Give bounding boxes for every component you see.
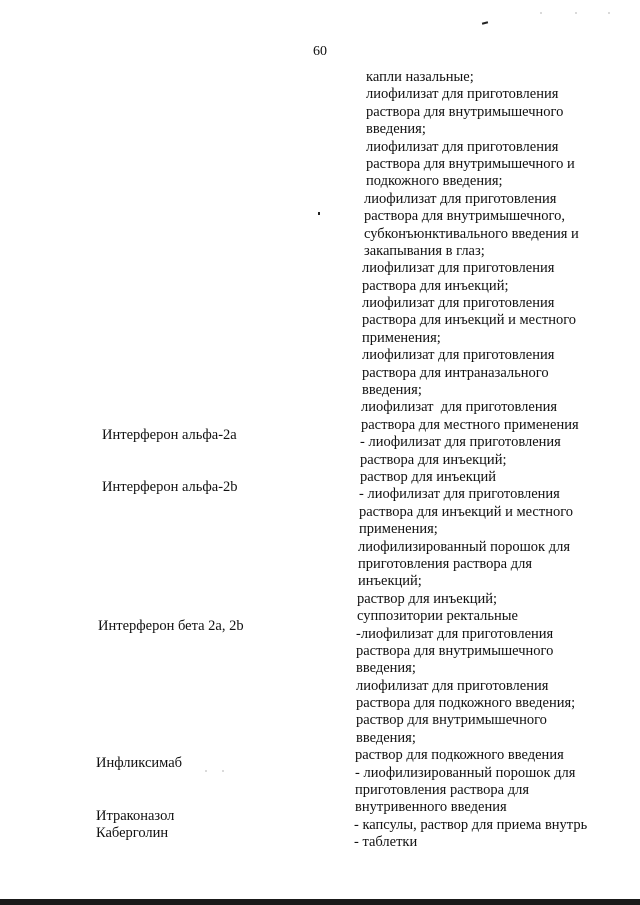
dosage-form-line: лиофилизат для приготовления bbox=[362, 260, 555, 277]
dosage-form-line: раствора для инъекций; bbox=[362, 277, 509, 294]
dosage-form-line: суппозитории ректальные bbox=[357, 608, 518, 625]
scan-speck bbox=[608, 12, 610, 14]
dosage-form-line: раствора для местного применения bbox=[361, 416, 579, 433]
dosage-form-line: раствора для внутримышечного bbox=[366, 103, 564, 120]
drug-name: Интерферон альфа-2b bbox=[102, 479, 238, 495]
page-number: 60 bbox=[313, 44, 327, 59]
dosage-form-line: инъекций; bbox=[358, 573, 422, 590]
dosage-form-line: раствор для внутримышечного bbox=[356, 712, 547, 729]
drug-name: Итраконазол bbox=[96, 808, 175, 824]
drug-name: Инфликсимаб bbox=[96, 755, 183, 771]
dosage-form-line: введения; bbox=[362, 382, 422, 399]
dosage-form-line: введения; bbox=[356, 660, 416, 677]
dosage-form-line: лиофилизат для приготовления bbox=[364, 190, 557, 207]
dosage-form-line: -лиофилизат для приготовления bbox=[356, 625, 554, 642]
dosage-form-line: лиофилизат для приготовления bbox=[362, 295, 555, 312]
dosage-form-line: приготовления раствора для bbox=[355, 782, 529, 799]
dosage-form-line: раствора для внутримышечного, bbox=[364, 208, 565, 225]
dosage-form-line: раствора для внутримышечного и bbox=[366, 155, 575, 172]
dosage-form-line: раствор для инъекций; bbox=[357, 590, 498, 607]
dosage-form-line: приготовления раствора для bbox=[358, 555, 532, 572]
dosage-form-line: внутривенного введения bbox=[355, 799, 507, 816]
dosage-form-line: лиофилизированный порошок для bbox=[358, 538, 570, 555]
scan-speck bbox=[575, 12, 577, 14]
scan-mark bbox=[482, 21, 488, 24]
dosage-form-line: - лиофилизированный порошок для bbox=[355, 764, 576, 781]
dosage-form-line: введения; bbox=[366, 121, 426, 138]
dosage-form-line: лиофилизат для приготовления bbox=[356, 677, 549, 694]
drug-name: Каберголин bbox=[96, 825, 169, 841]
scan-speck bbox=[205, 770, 207, 772]
scan-bottom-edge bbox=[0, 899, 640, 905]
dosage-form-line: - лиофилизат для приготовления bbox=[360, 434, 561, 451]
dosage-form-line: раствор для подкожного введения bbox=[355, 747, 564, 764]
dosage-form-line: лиофилизат для приготовления bbox=[366, 138, 559, 155]
scan-speck bbox=[540, 12, 542, 14]
dosage-form-line: раствора для интраназального bbox=[362, 364, 549, 381]
dosage-form-line: раствора для инъекций; bbox=[360, 451, 507, 468]
dosage-form-line: лиофилизат для приготовления bbox=[362, 347, 555, 364]
scan-mark bbox=[318, 212, 320, 215]
dosage-form-line: лиофилизат для приготовления bbox=[361, 399, 558, 416]
dosage-form-line: раствора для инъекций и местного bbox=[362, 312, 577, 329]
scan-speck bbox=[222, 770, 224, 772]
dosage-form-line: - таблетки bbox=[354, 834, 418, 851]
dosage-form-line: закапывания в глаз; bbox=[364, 242, 485, 259]
dosage-form-line: раствора для внутримышечного bbox=[356, 642, 554, 659]
dosage-form-line: - капсулы, раствор для приема внутрь bbox=[354, 816, 588, 833]
dosage-form-line: лиофилизат для приготовления bbox=[366, 86, 559, 103]
dosage-form-line: раствора для подкожного введения; bbox=[356, 695, 576, 712]
dosage-form-line: применения; bbox=[362, 329, 441, 346]
dosage-form-line: - лиофилизат для приготовления bbox=[359, 486, 560, 503]
drug-name: Интерферон бета 2а, 2b bbox=[98, 618, 244, 634]
dosage-form-line: субконъюнктивального введения и bbox=[364, 225, 579, 242]
dosage-form-line: введения; bbox=[356, 729, 416, 746]
drug-name: Интерферон альфа-2а bbox=[102, 427, 237, 443]
dosage-form-column bbox=[354, 69, 624, 852]
dosage-form-line: раствора для инъекций и местного bbox=[359, 503, 574, 520]
dosage-form-line: применения; bbox=[359, 521, 438, 538]
dosage-form-line: подкожного введения; bbox=[366, 173, 503, 190]
dosage-form-line: капли назальные; bbox=[366, 69, 474, 85]
dosage-form-line: раствор для инъекций bbox=[360, 468, 497, 485]
